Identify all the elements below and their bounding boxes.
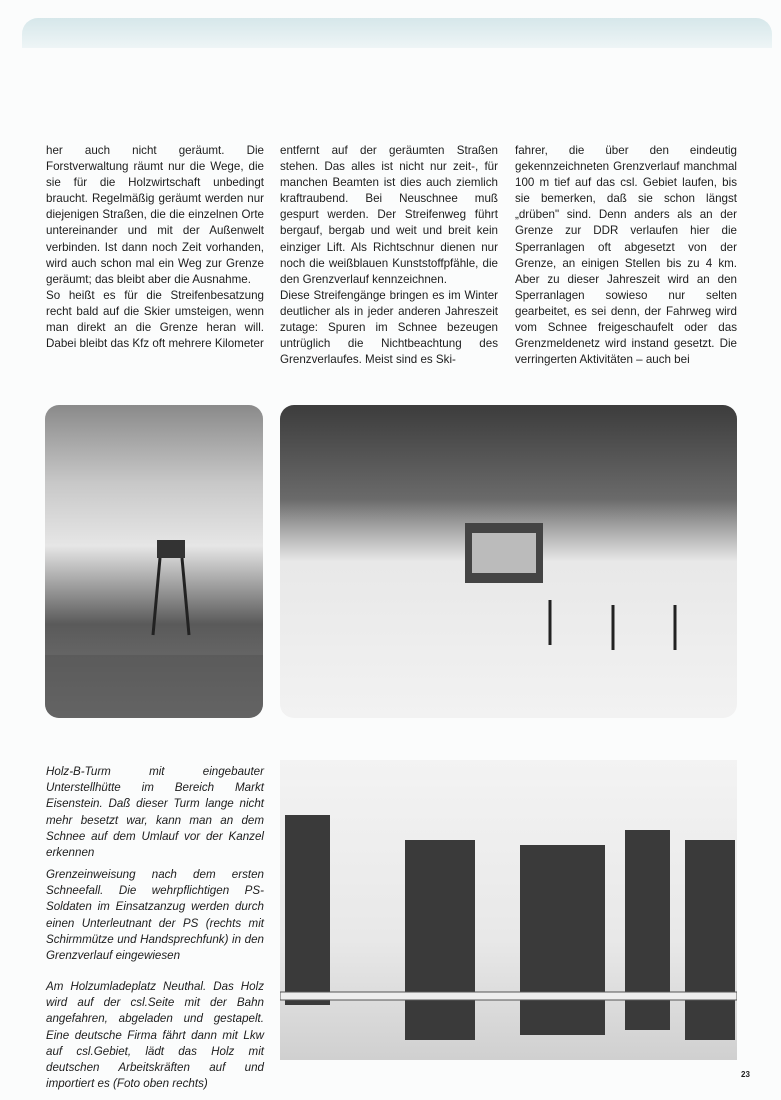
photo-timber-yard — [280, 405, 737, 718]
photo-watchtower — [45, 405, 263, 718]
caption-timber-yard: Am Holzumladeplatz Neuthal. Das Holz wird auf der csl.Seite mit der Bahn angefahren, abgeladen und gestapelt. Eine deutsche Firma fährt dann mit Lkw auf csl.Gebiet, lädt das Holz mit deutschen Arbeitskräften auf und importiert es (Foto oben rechts) — [46, 980, 264, 1091]
text-column-2 — [280, 143, 498, 368]
paragraph: fahrer, die über den eindeutig gekennzeichneten Grenzverlauf manchmal 100 m tief auf das csl. Gebiet laufen, bis sie bemerken, daß sie schon längst „drüben" sind. Denn anders als an der Grenze zur DDR verlaufen hier die Sperranlagen oft abgesetzt von der Grenze, an einigen Stellen bis zu 4 km. Aber zu dieser Jahreszeit wird an den Sperranlagen sowieso nur selten gearbeitet, es sei denn, der Fahrweg wird vom Schnee freigeschaufelt oder das Grenzmeldenetz wird instand gesetzt. Die verringerten Aktivitäten – auch bei — [515, 144, 737, 367]
soldiers-illustration — [280, 760, 737, 1060]
paragraph: So heißt es für die Streifenbesatzung recht bald auf die Skier umsteigen, wenn man direkt an die Grenze heran will. Dabei bleibt das Kfz oft mehrere Kilometer — [46, 288, 264, 351]
watchtower-illustration — [45, 405, 263, 718]
caption-soldiers: Grenzeinweisung nach dem ersten Schneefall. Die wehrpflichtigen PS-Soldaten im Einsatzanzug werden durch einen Unterleutnant der PS (rechts mit Schirmmütze und Handsprechfunk) in den Grenzverlauf eingewiesen — [46, 868, 264, 963]
page-number: 23 — [741, 1070, 750, 1079]
paragraph: entfernt auf der geräumten Straßen stehen. Das alles ist nicht nur zeit-, für manchen Beamten ist dies auch ziemlich kraftraubend. Bei Neuschnee muß gespurt werden. Der Streifenweg führt bergauf, bergab und weit und breit kein einziger Lift. Als Richtschnur dienen nur noch die weißblauen Kunststoffpfähle, die den Grenzverlauf kennzeichnen. — [280, 144, 498, 286]
photo-soldiers — [280, 760, 737, 1060]
text-column-3 — [515, 143, 737, 368]
text-column-1 — [46, 143, 264, 352]
header-band — [22, 18, 772, 48]
caption-watchtower: Holz-B-Turm mit eingebauter Unterstellhütte im Bereich Markt Eisenstein. Daß dieser Turm lange nicht mehr besetzt war, kann man an dem Schnee auf dem Umlauf vor der Kanzel erkennen — [46, 765, 264, 860]
paragraph: Diese Streifengänge bringen es im Winter deutlicher als in jeder anderen Jahreszeit zutage: Spuren im Schnee bezeugen untrüglich die Nichtbeachtung des Grenzverlaufes. Meist sind es Ski- — [280, 288, 498, 367]
snowy-hut-illustration — [280, 405, 737, 718]
paragraph: her auch nicht geräumt. Die Forstverwaltung räumt nur die Wege, die sie für die Holzwirtschaft unbedingt braucht. Regelmäßig geräumt werden nur diejenigen Straßen, die die einzelnen Orte untereinander und mit der Außenwelt verbinden. Ist dann noch Zeit vorhanden, wird auch schon mal ein Weg zur Grenze geräumt; das bleibt aber die Ausnahme. — [46, 144, 264, 286]
